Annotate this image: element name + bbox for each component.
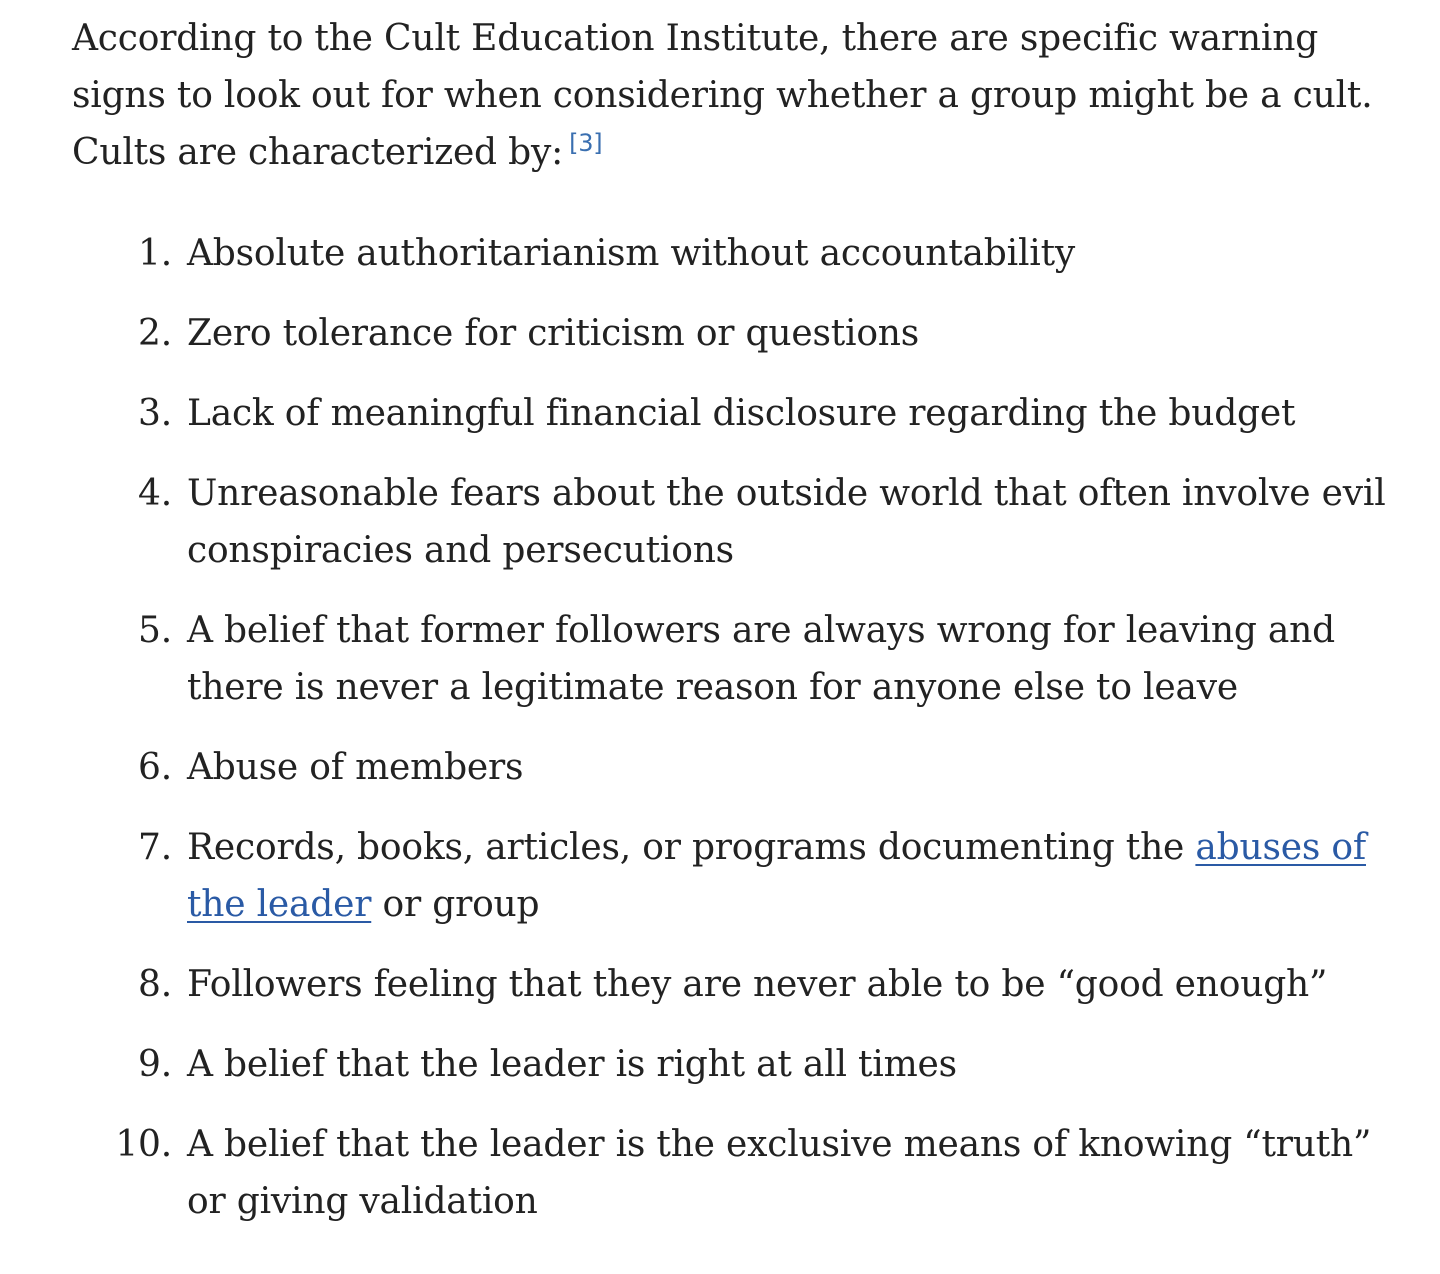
list-item: [0, 602, 1440, 716]
list-item-number: 3.: [138, 393, 172, 434]
list-item-text: Unreasonable fears about the outside world that often involve evil conspiracies and persecutions: [187, 473, 1386, 571]
list-item: [0, 819, 1440, 933]
list-item-number: 7.: [138, 827, 172, 868]
list-item-text: A belief that the leader is the exclusive means of knowing “truth” or giving validation: [187, 1124, 1372, 1222]
list-item: [0, 385, 1440, 442]
list-item-number: 2.: [138, 313, 172, 354]
list-item-number: 6.: [138, 747, 172, 788]
abuses-of-the-leader-link[interactable]: abuses of the leader: [187, 827, 1366, 925]
list-item-number: 9.: [138, 1044, 172, 1085]
list-item: [0, 739, 1440, 796]
list-item: [0, 1116, 1440, 1230]
list-item-number: 4.: [138, 473, 172, 514]
list-item-number: 8.: [138, 964, 172, 1005]
list-item: [0, 225, 1440, 282]
list-item-text: Zero tolerance for criticism or questions: [187, 313, 920, 354]
intro-text: According to the Cult Education Institute, there are specific warning signs to look out for when considering whether a group might be a cult. Cults are characterized by:: [72, 18, 1373, 173]
list-item: [0, 465, 1440, 579]
list-item-number: 1.: [138, 233, 172, 274]
citation-link[interactable]: [3]: [569, 129, 603, 157]
list-item-text: A belief that former followers are always wrong for leaving and there is never a legitimate reason for anyone else to leave: [187, 610, 1336, 708]
intro-paragraph: [72, 10, 1412, 181]
list-item-text: Followers feeling that they are never able to be “good enough”: [187, 964, 1328, 1005]
list-item-text: Abuse of members: [187, 747, 524, 788]
list-item-text: Lack of meaningful financial disclosure regarding the budget: [187, 393, 1296, 434]
list-item-number: 10.: [115, 1124, 172, 1165]
list-item-text: A belief that the leader is right at all times: [187, 1044, 957, 1085]
list-item-text-after: or group: [371, 884, 540, 925]
list-item-text-before: Records, books, articles, or programs documenting the: [187, 827, 1196, 868]
list-item: [0, 956, 1440, 1013]
warning-signs-list: [0, 225, 1440, 1253]
list-item-text: Absolute authoritarianism without accountability: [187, 233, 1075, 274]
list-item: [0, 305, 1440, 362]
list-item-number: 5.: [138, 610, 172, 651]
list-item: [0, 1036, 1440, 1093]
